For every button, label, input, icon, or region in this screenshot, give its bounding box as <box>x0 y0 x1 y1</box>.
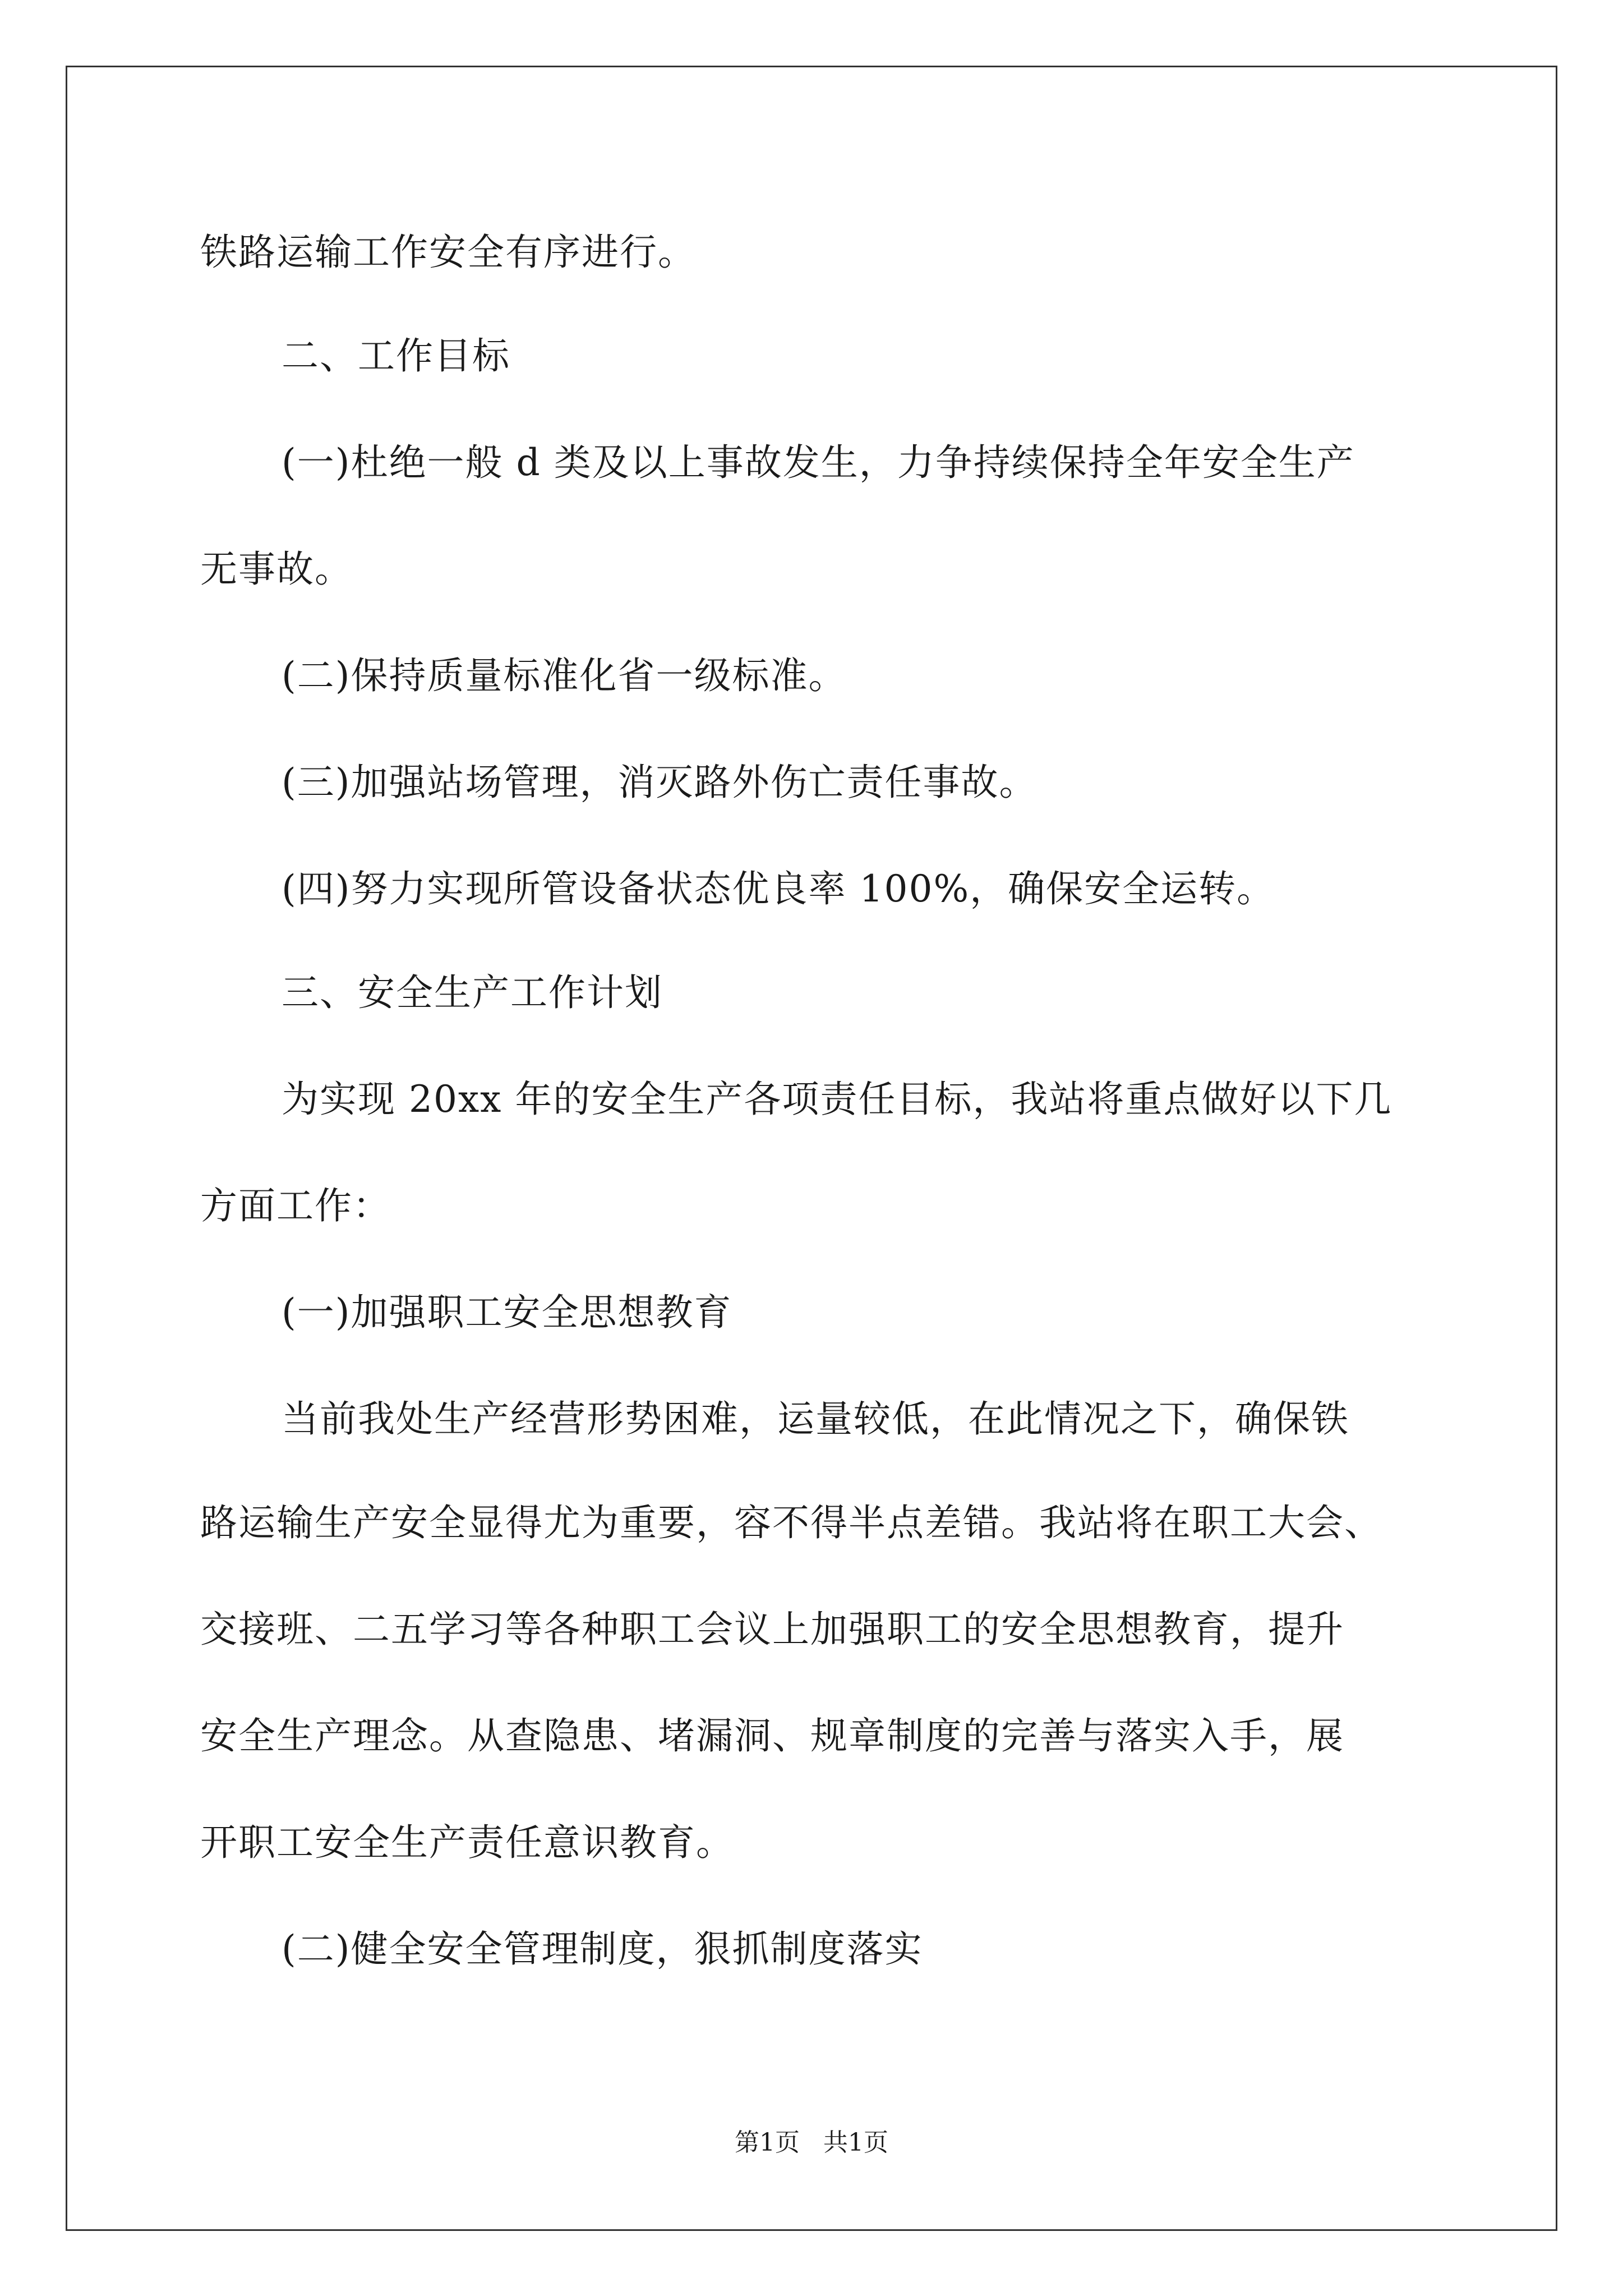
subsection-heading: (一)加强职工安全思想教育 <box>282 1291 732 1334</box>
paragraph-line: 为实现 20xx 年的安全生产各项责任目标，我站将重点做好以下几 <box>282 1078 1393 1121</box>
paragraph-line: 铁路运输工作安全有序进行。 <box>200 231 696 274</box>
paragraph-line: 路运输生产安全显得尤为重要，容不得半点差错。我站将在职工大会、 <box>200 1501 1382 1544</box>
paragraph-line: 方面工作： <box>200 1184 391 1227</box>
list-item: (一)杜绝一般 d 类及以上事故发生，力争持续保持全年安全生产 <box>282 441 1355 484</box>
section-heading: 二、工作目标 <box>282 334 510 378</box>
list-item: (三)加强站场管理，消灭路外伤亡责任事故。 <box>282 761 1038 804</box>
paragraph-line: 无事故。 <box>200 547 353 591</box>
subsection-heading: (二)健全安全管理制度，狠抓制度落实 <box>282 1927 923 1971</box>
page-footer: 第1页 共1页 <box>735 2128 888 2157</box>
paragraph-line: 安全生产理念。从查隐患、堵漏洞、规章制度的完善与落实入手，展 <box>200 1714 1344 1757</box>
section-heading: 三、安全生产工作计划 <box>282 971 663 1014</box>
paragraph-line: 开职工安全生产责任意识教育。 <box>200 1821 734 1864</box>
paragraph-line: 当前我处生产经营形势困难，运量较低，在此情况之下，确保铁 <box>282 1397 1349 1441</box>
page-border <box>66 66 1557 2231</box>
list-item: (二)保持质量标准化省一级标准。 <box>282 654 847 697</box>
list-item: (四)努力实现所管设备状态优良率 100%，确保安全运转。 <box>282 867 1275 910</box>
paragraph-line: 交接班、二五学习等各种职工会议上加强职工的安全思想教育，提升 <box>200 1608 1344 1651</box>
